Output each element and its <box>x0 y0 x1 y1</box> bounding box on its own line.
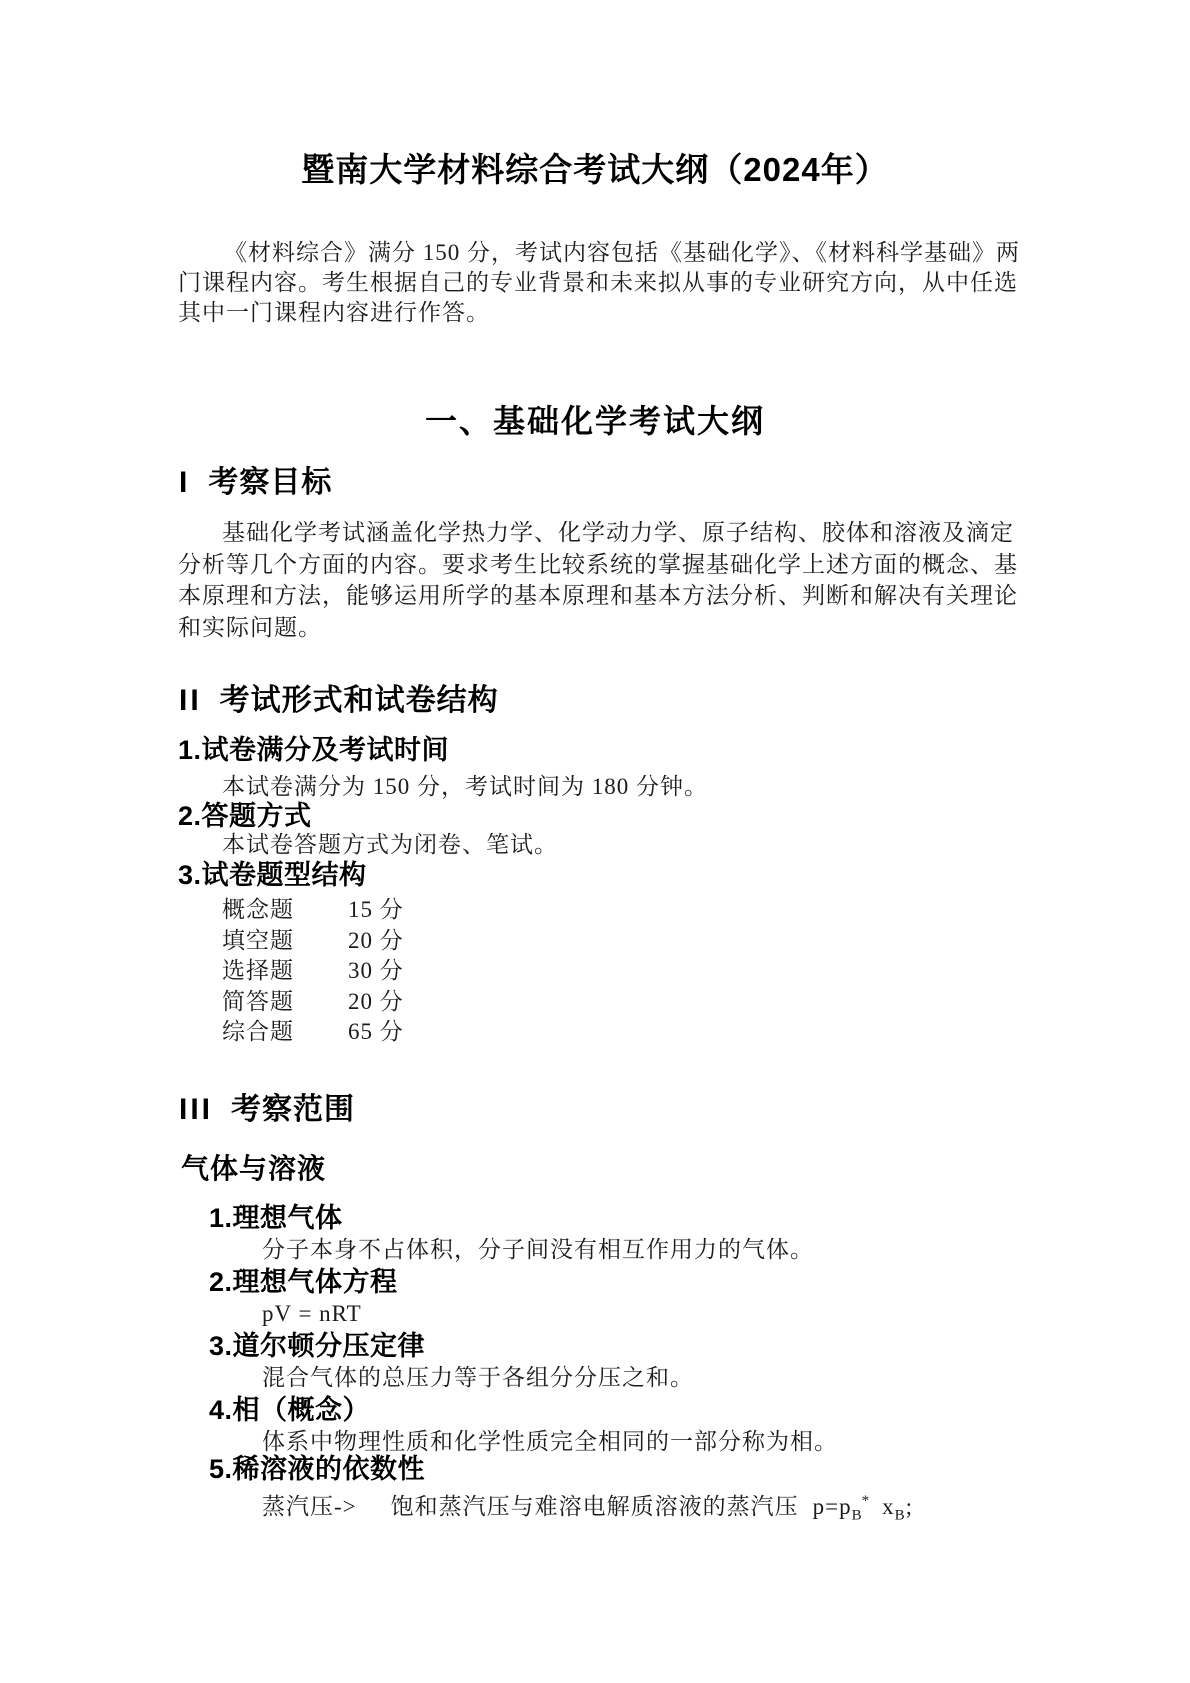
question-type: 概念题 <box>222 897 294 922</box>
score-table-row <box>222 926 404 957</box>
vapor-pressure-line <box>262 1486 913 1530</box>
score-table <box>222 895 404 1048</box>
scope-item-content: pV = nRT <box>262 1301 362 1326</box>
section-goal-title: 考察目标 <box>208 466 333 499</box>
question-score: 20 分 <box>348 988 404 1014</box>
section-format-numeral: II <box>179 684 202 717</box>
formula-subscript: B <box>894 1507 906 1524</box>
chapter-heading: 一、基础化学考试大纲 <box>424 403 765 439</box>
goal-line: 本原理和方法，能够运用所学的基本原理和基本方法分析、判断和解决有关理论 <box>178 583 1018 608</box>
format-item-label: 1.试卷满分及考试时间 <box>178 735 450 765</box>
vapor-pressure-formula <box>812 1493 914 1524</box>
format-item-label: 3.试卷题型结构 <box>178 860 367 890</box>
section-scope-title: 考察范围 <box>231 1093 356 1126</box>
goal-paragraph <box>178 517 1024 643</box>
intro-line: 其中一门课程内容进行作答。 <box>178 300 490 325</box>
score-table-row <box>222 1017 404 1048</box>
scope-item-label: 3.道尔顿分压定律 <box>209 1331 426 1361</box>
scope-item-label: 5.稀溶液的依数性 <box>209 1454 426 1484</box>
scope-item-content: 分子本身不占体积，分子间没有相互作用力的气体。 <box>262 1237 814 1262</box>
score-table-row <box>222 956 404 987</box>
score-table-row <box>222 895 404 926</box>
format-item-label: 2.答题方式 <box>178 801 312 831</box>
question-type: 简答题 <box>222 988 294 1014</box>
goal-line: 基础化学考试涵盖化学热力学、化学动力学、原子结构、胶体和溶液及滴定 <box>222 520 1014 545</box>
question-type: 填空题 <box>222 927 294 953</box>
section-scope-numeral: III <box>179 1093 214 1126</box>
scope-item-label: 1.理想气体 <box>209 1203 343 1233</box>
formula-superscript: * <box>861 1493 871 1509</box>
question-score: 65 分 <box>348 1019 404 1044</box>
intro-paragraph <box>178 238 1024 328</box>
section-scope-heading <box>179 1092 355 1128</box>
goal-line: 和实际问题。 <box>178 614 322 640</box>
format-item-content: 本试卷答题方式为闭卷、笔试。 <box>222 832 558 857</box>
scope-item-content: 体系中物理性质和化学性质完全相同的一部分称为相。 <box>262 1429 838 1454</box>
formula-text: x <box>882 1493 895 1519</box>
format-item-content: 本试卷满分为 150 分，考试时间为 180 分钟。 <box>222 774 708 799</box>
vapor-prefix: 蒸汽压-> <box>262 1493 357 1519</box>
intro-line: 门课程内容。考生根据自己的专业背景和未来拟从事的专业研究方向，从中任选 <box>178 270 1018 295</box>
section-goal-heading <box>179 465 332 501</box>
question-score: 20 分 <box>348 927 404 953</box>
scope-topic-heading: 气体与溶液 <box>181 1153 327 1184</box>
intro-line: 《材料综合》满分 150 分，考试内容包括《基础化学》、《材料科学基础》两 <box>224 240 1020 265</box>
question-score: 30 分 <box>348 958 404 983</box>
section-format-title: 考试形式和试卷结构 <box>219 684 499 717</box>
formula-text: p=p <box>812 1493 852 1519</box>
formula-subscript: B <box>851 1507 863 1524</box>
section-format-heading <box>179 683 499 719</box>
question-type: 综合题 <box>222 1019 294 1044</box>
formula-text: ; <box>905 1493 914 1519</box>
doc-title: 暨南大学材料综合考试大纲（2024年） <box>301 151 889 188</box>
score-table-row <box>222 987 404 1018</box>
scope-item-label: 2.理想气体方程 <box>209 1267 398 1297</box>
question-score: 15 分 <box>348 897 404 922</box>
question-type: 选择题 <box>222 958 294 983</box>
scope-item-content: 混合气体的总压力等于各组分分压之和。 <box>262 1365 694 1390</box>
goal-line: 分析等几个方面的内容。要求考生比较系统的掌握基础化学上述方面的概念、基 <box>178 551 1018 577</box>
vapor-description: 饱和蒸汽压与难溶电解质溶液的蒸汽压 <box>390 1493 799 1519</box>
scope-item-label: 4.相（概念） <box>209 1395 371 1425</box>
section-goal-numeral: I <box>179 466 191 499</box>
